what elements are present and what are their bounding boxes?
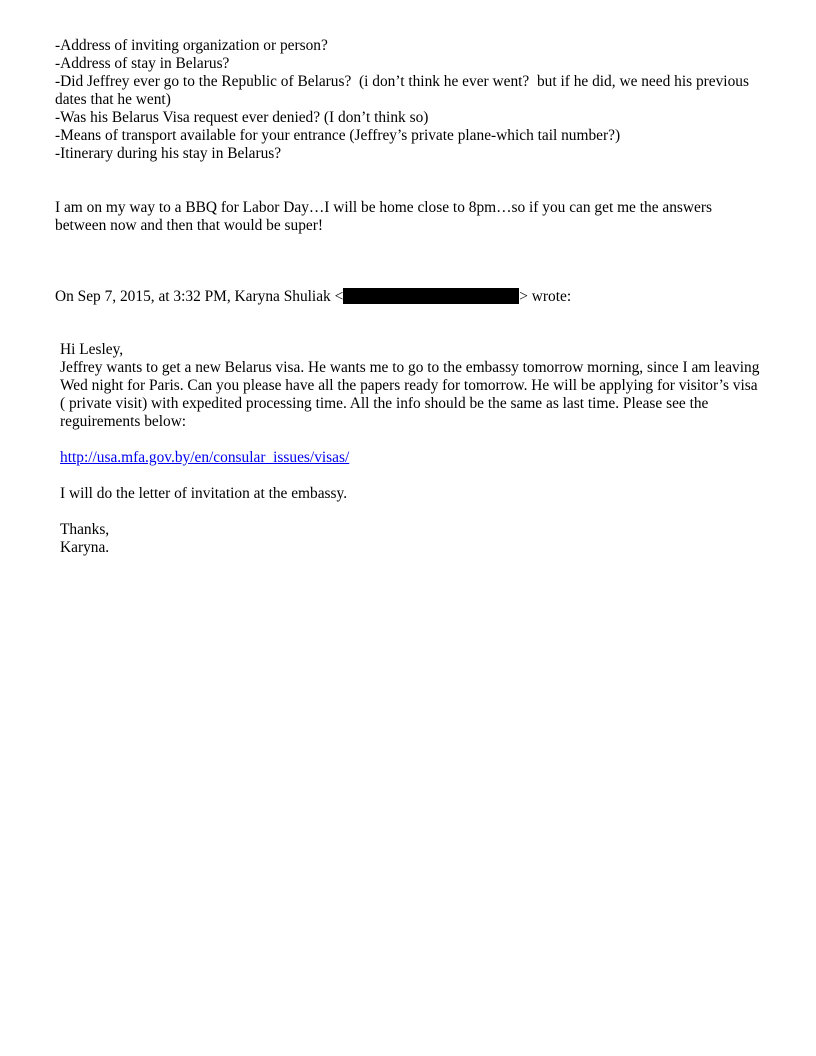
reply-header-prefix: On Sep 7, 2015, at 3:32 PM, Karyna Shuliak <	[55, 288, 344, 305]
quoted-greeting: Hi Lesley,	[60, 341, 124, 358]
visa-requirements-link[interactable]: http://usa.mfa.gov.by/en/consular_issues/visas/	[60, 449, 350, 466]
question-item: -Was his Belarus Visa request ever denied? (I don’t think so)	[55, 109, 429, 126]
question-item: -Did Jeffrey ever go to the Republic of Belarus? (i don’t think he ever went? but if he did, we need his previous dates that he went)	[55, 73, 753, 108]
spacer	[60, 467, 760, 485]
quoted-note: I will do the letter of invitation at the embassy.	[60, 485, 348, 502]
question-item: -Address of inviting organization or person?	[55, 37, 328, 54]
quoted-message	[60, 341, 760, 557]
quoted-link-line	[60, 449, 760, 467]
quoted-signature: Karyna.	[60, 539, 110, 556]
question-list	[55, 37, 755, 163]
spacer	[60, 431, 760, 449]
question-item: -Itinerary during his stay in Belarus?	[55, 145, 282, 162]
question-item: -Address of stay in Belarus?	[55, 55, 230, 72]
reply-header-suffix: > wrote:	[519, 288, 572, 305]
quoted-body: Jeffrey wants to get a new Belarus visa. He wants me to go to the embassy tomorrow morning, since I am leaving Wed night for Paris. Can you please have all the papers ready for tomorrow. He will be applying for visitor’s visa ( private visit) with expedited processing time. All the info should be the same as last time. Please see the reguirements below:	[60, 359, 760, 430]
reply-header	[55, 288, 755, 306]
quoted-signoff: Thanks,	[60, 521, 110, 538]
bbq-paragraph: I am on my way to a BBQ for Labor Day…I will be home close to 8pm…so if you can get me the answers between now and then that would be super!	[55, 199, 712, 234]
question-item: -Means of transport available for your entrance (Jeffrey’s private plane-which tail number?)	[55, 127, 621, 144]
spacer	[60, 503, 760, 521]
redacted-email-block	[343, 288, 519, 304]
